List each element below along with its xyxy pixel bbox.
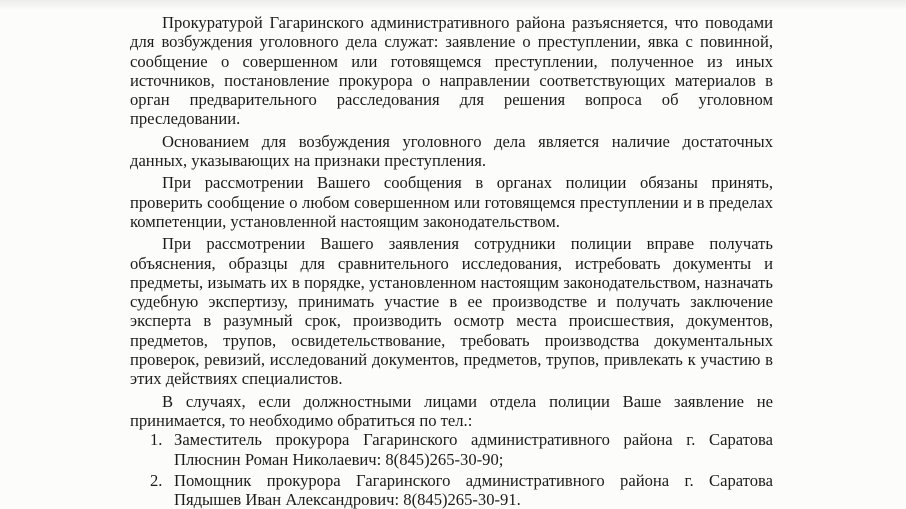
list-number: 1. [150,430,163,450]
paragraph-grounds-for-case: Прокуратурой Гагаринского административного района разъясняется, что поводами для возбуждения уголовного дела служат: заявление о преступлении, явка с повинной, сообщение о совершенном или готовящемся преступлении, полученное из иных источников, постановление прокурора о направлении соответствующих материалов в орган предварительного расследования для решения вопроса об уголовном преследовании. [130,13,773,129]
contact-text: Помощник прокурора Гагаринского административного района г. Саратова Пядышев Иван Александрович: 8(845)265-30-91. [174,470,773,509]
document-body [130,13,773,509]
paragraph-if-refused: В случаях, если должностными лицами отдела полиции Ваше заявление не принимается, то необходимо обратиться по тел.: [130,391,773,430]
paragraph-police-rights: При рассмотрении Вашего заявления сотрудники полиции вправе получать объяснения, образцы для сравнительного исследования, истребовать документы и предметы, изымать их в порядке, установленном настоящим законодательством, назначать судебную экспертизу, принимать участие в ее производстве и получать заключение эксперта в разумный срок, производить осмотр места происшествия, документов, предметов, трупов, освидетельствование, требовать производства документальных проверок, ревизий, исследований документов, предметов, трупов, привлекать к участию в этих действиях специалистов. [130,234,773,389]
contact-text: Заместитель прокурора Гагаринского административного района г. Саратова Плюснин Роман Николаевич: 8(845)265-30-90; [174,430,773,469]
contact-item-deputy-prosecutor [130,430,773,469]
scan-top-shadow [0,0,906,10]
paragraph-basis-for-case: Основанием для возбуждения уголовного дела является наличие достаточных данных, указывающих на признаки преступления. [130,131,773,171]
paragraph-police-obligation: При рассмотрении Вашего сообщения в органах полиции обязаны принять, проверить сообщение о любом совершенном или готовящемся преступлении и в пределах компетенции, установленной настоящим законодательством. [130,173,773,231]
contact-item-assistant-prosecutor [130,471,773,509]
contacts-list [130,430,773,509]
list-number: 2. [150,470,163,490]
